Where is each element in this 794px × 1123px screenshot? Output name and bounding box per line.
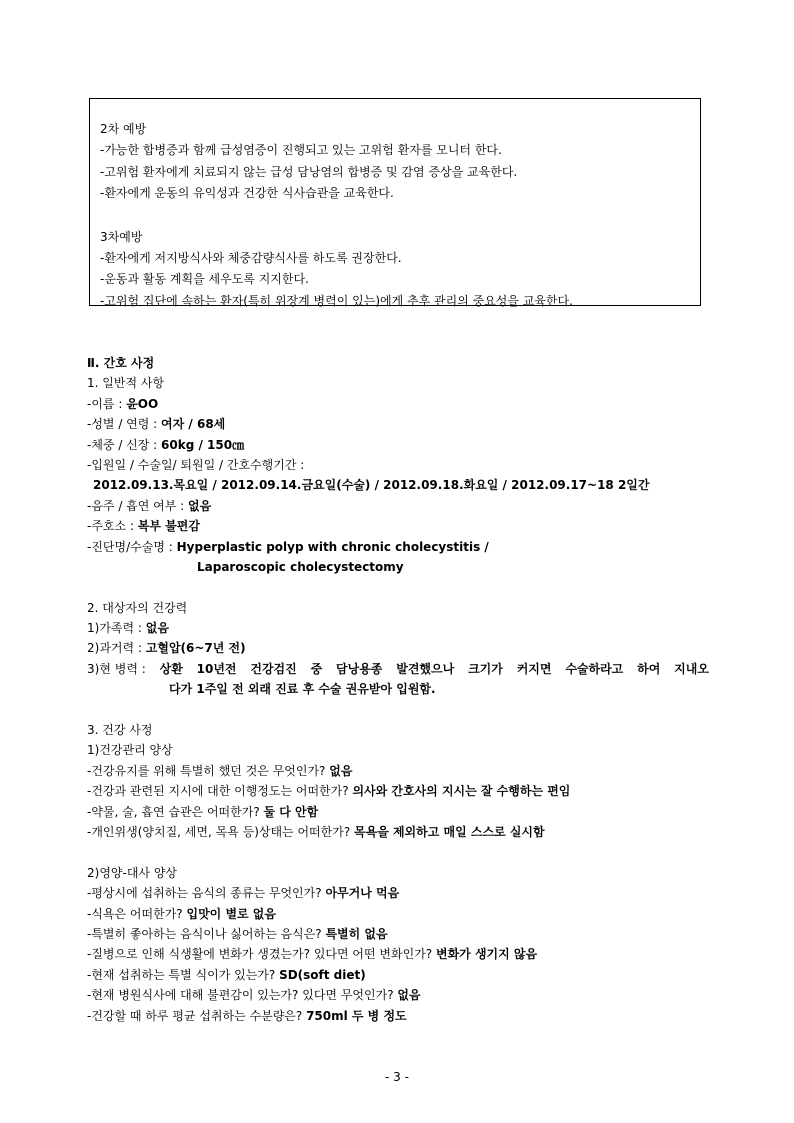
sex-age-label: -성별 / 연령 :: [87, 417, 162, 432]
tertiary-prevention-item: -고위험 집단에 속하는 환자(특히 위장계 병력이 있는)에게 추후 관리의 중요성을 교육한다.: [100, 293, 573, 308]
dates-value: 2012.09.13.목요일 / 2012.09.14.금요일(수술) / 2012.09.18.화요일 / 2012.09.17~18 2일간: [93, 478, 650, 493]
assessment-heading: 3. 건강 사정: [87, 723, 153, 738]
qa-row: [87, 883, 717, 903]
present-illness-word: 크기가: [468, 661, 503, 676]
qa-row: [87, 761, 717, 781]
tertiary-prevention-item: -운동과 활동 계획을 세우도록 지지한다.: [100, 272, 309, 287]
present-illness-label: 3)현 병력 :: [87, 661, 146, 676]
family-history-label: 1)가족력 :: [87, 621, 146, 636]
family-history-value: 없음: [145, 621, 169, 636]
present-illness-word: 지내오: [674, 661, 709, 676]
answer: 아무거나 먹음: [325, 886, 400, 901]
question: -현재 병원식사에 대해 불편감이 있는가? 있다면 무엇인가?: [87, 988, 398, 1003]
qa-row: [87, 781, 717, 801]
alcohol-smoking-row: [87, 496, 717, 516]
sex-age-row: [87, 414, 717, 434]
dates-label: -입원일 / 수술일/ 퇴원일 / 간호수행기간 :: [87, 457, 305, 472]
chief-complaint-row: [87, 516, 717, 536]
surgery-value: Laparoscopic cholecystectomy: [197, 559, 404, 574]
question: -개인위생(양치질, 세면, 목욕 등)상태는 어떠한가?: [87, 824, 355, 839]
sex-age-value: 여자 / 68세: [161, 417, 226, 432]
answer: 특별히 없음: [325, 926, 388, 941]
weight-height-row: [87, 435, 717, 455]
section-title: Ⅱ. 간호 사정: [87, 356, 155, 370]
present-illness-word: 10년전: [196, 661, 237, 676]
qa-row: [87, 944, 717, 964]
nutrition-heading: 2)영양-대사 양상: [87, 865, 178, 880]
answer: SD(soft diet): [279, 967, 366, 982]
tertiary-prevention-item: -환자에게 저지방식사와 체중감량식사를 하도록 권장한다.: [100, 250, 402, 265]
secondary-prevention-item: -고위험 환자에게 치료되지 않는 급성 담낭염의 합병증 및 감염 증상을 교육한다.: [100, 164, 518, 179]
diagnosis-row: [87, 537, 717, 557]
secondary-prevention-title: 2차 예방: [100, 122, 147, 136]
present-illness-word: 담낭용종: [336, 661, 383, 676]
family-history-row: [87, 618, 717, 638]
qa-row: [87, 1006, 717, 1026]
health-management-heading: 1)건강관리 양상: [87, 743, 173, 758]
answer: 없음: [397, 988, 421, 1003]
past-history-label: 2)과거력 :: [87, 641, 146, 656]
question: -건강할 때 하루 평균 섭취하는 수분량은?: [87, 1008, 307, 1023]
prevention-box: [89, 98, 701, 306]
alcohol-smoking-label: -음주 / 흡연 여부 :: [87, 498, 189, 513]
nursing-assessment: [87, 353, 717, 1026]
secondary-prevention-item: -가능한 합병증과 함께 급성염증이 진행되고 있는 고위험 환자를 모니터 한다.: [100, 143, 502, 158]
alcohol-smoking-value: 없음: [188, 498, 212, 513]
chief-complaint-label: -주호소 :: [87, 519, 138, 534]
present-illness-word: 커지면: [516, 661, 552, 676]
present-illness-row: [87, 659, 717, 679]
question: -현재 섭취하는 특별 식이가 있는가?: [87, 967, 280, 982]
present-illness-word: 수술하라고: [565, 661, 624, 676]
name-value: 윤OO: [126, 396, 159, 411]
question: -평상시에 섭취하는 음식의 종류는 무엇인가?: [87, 886, 326, 901]
weight-height-value: 60kg / 150㎝: [161, 437, 245, 452]
question: -약물, 술, 흡연 습관은 어떠한가?: [87, 804, 264, 819]
present-illness-word: 하여: [637, 661, 661, 676]
answer: 목욕을 제외하고 매일 스스로 실시함: [354, 824, 545, 839]
page-number: - 3 -: [385, 1070, 409, 1084]
answer: 둘 다 안함: [263, 804, 319, 819]
diagnosis-value: Hyperplastic polyp with chronic cholecystitis /: [176, 539, 489, 554]
diagnosis-label: -진단명/수술명 :: [87, 539, 177, 554]
past-history-value: 고혈압(6~7년 전): [145, 641, 246, 656]
qa-row: [87, 822, 717, 842]
question: -건강유지를 위해 특별히 했던 것은 무엇인가?: [87, 763, 330, 778]
answer: 변화가 생기지 않음: [435, 947, 538, 962]
past-history-row: [87, 638, 717, 658]
chief-complaint-value: 복부 불편감: [137, 519, 200, 534]
name-label: -이름 :: [87, 396, 127, 411]
answer: 750ml 두 병 정도: [306, 1008, 407, 1023]
answer: 없음: [329, 763, 353, 778]
qa-row: [87, 985, 717, 1005]
question: -질병으로 인해 식생활에 변화가 생겼는가? 있다면 어떤 변화인가?: [87, 947, 436, 962]
tertiary-prevention-title: 3차예방: [100, 229, 143, 244]
question: -건강과 관련된 지시에 대한 이행정도는 어떠한가?: [87, 784, 353, 799]
answer: 의사와 간호사의 지시는 잘 수행하는 편임: [352, 784, 571, 799]
secondary-prevention-item: -환자에게 운동의 유익성과 건강한 식사습관을 교육한다.: [100, 186, 394, 201]
qa-row: [87, 904, 717, 924]
name-row: [87, 394, 717, 414]
present-illness-continued: 다가 1주일 전 외래 진료 후 수술 권유받아 입원함.: [169, 682, 436, 697]
health-history-heading: 2. 대상자의 건강력: [87, 600, 188, 615]
general-heading: 1. 일반적 사항: [87, 376, 165, 391]
question: -식욕은 어떠한가?: [87, 906, 187, 921]
present-illness-word: 상환: [159, 661, 183, 676]
present-illness-word: 중: [310, 661, 323, 676]
question: -특별히 좋아하는 음식이나 싫어하는 음식은?: [87, 926, 326, 941]
qa-row: [87, 965, 717, 985]
present-illness-word: 발견했으나: [396, 661, 455, 676]
answer: 입맛이 별로 없음: [186, 906, 276, 921]
weight-height-label: -체중 / 신장 :: [87, 437, 162, 452]
qa-row: [87, 924, 717, 944]
present-illness-word: 건강검진: [250, 661, 297, 676]
qa-row: [87, 802, 717, 822]
